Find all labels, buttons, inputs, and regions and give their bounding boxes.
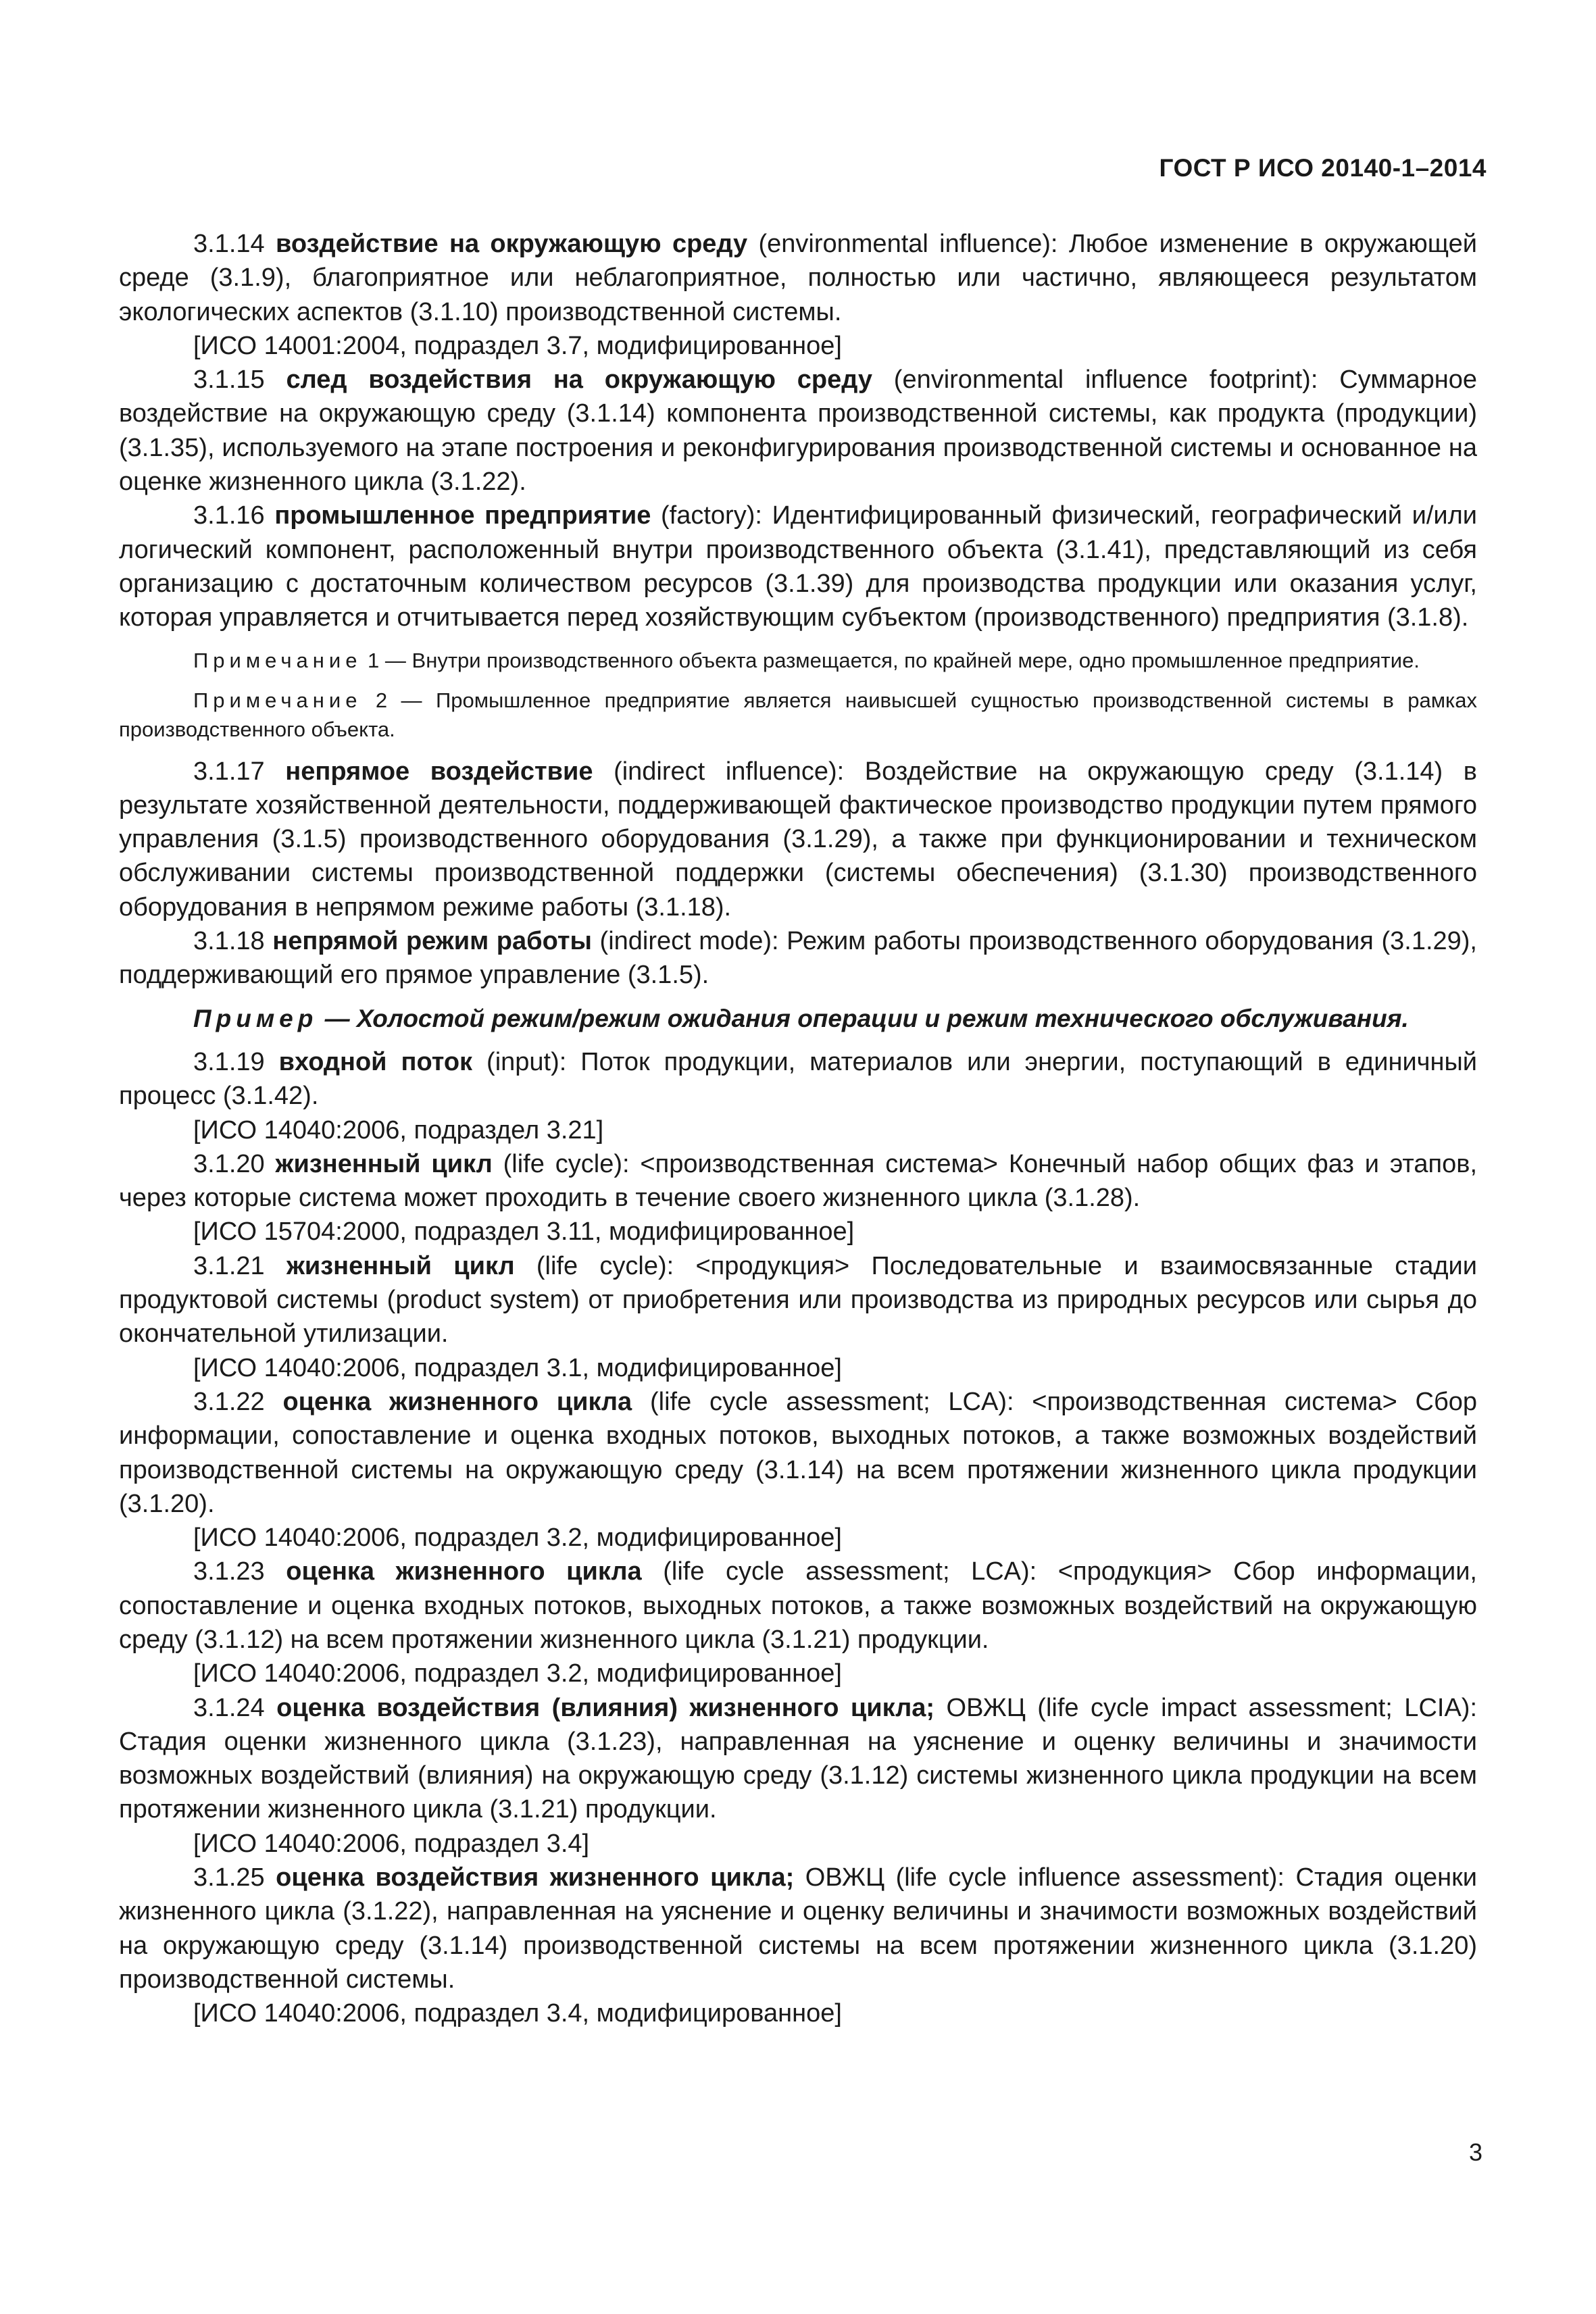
term-3-1-17: 3.1.17 непрямое воздействие (indirect influence): Воздействие на окружающую среду (3.1.14) в результате хозяйственной деятельности, поддерживающей фактическое производство продукции путем прямого управления (3.1.5) производственного оборудования (3.1.29), а также при функционировании и техническом обслуживании системы производственной поддержки (системы обеспечения) (3.1.30) производственного оборудования в непрямом режиме работы (3.1.18). bbox=[119, 757, 1477, 922]
source-reference: [ИСО 14040:2006, подраздел 3.1, модифицированное] bbox=[193, 1353, 842, 1382]
term-3-1-23: 3.1.23 оценка жизненного цикла (life cycle assessment; LCA): <продукция> Сбор информации, сопоставление и оценка входных потоков, выходных потоков, а также возможных воздействий на окружающую среду (3.1.12) на всем протяжении жизненного цикла (3.1.21) продукции. bbox=[119, 1557, 1477, 1654]
document-body bbox=[119, 227, 1477, 2031]
term-3-1-24: 3.1.24 оценка воздействия (влияния) жизненного цикла; ОВЖЦ (life cycle impact assessment; LCIA): Стадия оценки жизненного цикла (3.1.23), направленная на уяснение и оценку величины и значимости возможных воздействий (влияния) на окружающую среду (3.1.12) системы жизненного цикла продукции на всем протяжении жизненного цикла (3.1.21) продукции. bbox=[119, 1693, 1477, 1824]
note-2: Примечание 2 — Промышленное предприятие является наивысшей сущностью производственной системы в рамках производственного объекта. bbox=[119, 688, 1477, 741]
source-reference: [ИСО 14001:2004, подраздел 3.7, модифицированное] bbox=[193, 331, 842, 360]
term-3-1-18: 3.1.18 непрямой режим работы (indirect mode): Режим работы производственного оборудования (3.1.29), поддерживающий его прямое управление (3.1.5). bbox=[119, 927, 1477, 990]
term-3-1-20: 3.1.20 жизненный цикл (life cycle): <производственная система> Конечный набор общих фаз и этапов, через которые система может проходить в течение своего жизненного цикла (3.1.28). bbox=[119, 1149, 1477, 1213]
term-3-1-15: 3.1.15 след воздействия на окружающую среду (environmental influence footprint): Суммарное воздействие на окружающую среду (3.1.14) компонента производственной системы, как продукта (продукции) (3.1.35), используемого на этапе построения и реконфигурирования производственной системы и основанное на оценке жизненного цикла (3.1.22). bbox=[119, 366, 1477, 497]
term-3-1-22: 3.1.22 оценка жизненного цикла (life cycle assessment; LCA): <производственная система> Сбор информации, сопоставление и оценка входных потоков, выходных потоков, а также возможных воздействий производственной системы на окружающую среду (3.1.14) на всем протяжении жизненного цикла продукции (3.1.20). bbox=[119, 1387, 1478, 1518]
source-reference: [ИСО 14040:2006, подраздел 3.4] bbox=[193, 1829, 590, 1858]
document-code-header: ГОСТ Р ИСО 20140-1–2014 bbox=[1159, 154, 1487, 182]
term-3-1-19: 3.1.19 входной поток (input): Поток продукции, материалов или энергии, поступающий в единичный процесс (3.1.42). bbox=[119, 1047, 1477, 1111]
source-reference: [ИСО 14040:2006, подраздел 3.4, модифицированное] bbox=[193, 1999, 842, 2028]
source-reference: [ИСО 14040:2006, подраздел 3.2, модифицированное] bbox=[193, 1524, 842, 1553]
term-3-1-16: 3.1.16 промышленное предприятие (factory): Идентифицированный физический, географический и/или логический компонент, расположенный внутри производственного объекта (3.1.41), представляющий из себя организацию с достаточным количеством ресурсов (3.1.39) для производства продукции или оказания услуг, которая управляется и отчитывается перед хозяйствующим субъектом (производственного) предприятия (3.1.8). bbox=[119, 501, 1478, 632]
term-3-1-21: 3.1.21 жизненный цикл (life cycle): <продукция> Последовательные и взаимосвязанные стадии продуктовой системы (product system) от приобретения или производства из природных ресурсов или сырья до окончательной утилизации. bbox=[119, 1251, 1477, 1349]
source-reference: [ИСО 15704:2000, подраздел 3.11, модифицированное] bbox=[193, 1217, 855, 1247]
example-note: Пример — Холостой режим/режим ожидания операции и режим технического обслуживания. bbox=[193, 1004, 1409, 1032]
source-reference: [ИСО 14040:2006, подраздел 3.21] bbox=[193, 1115, 604, 1145]
term-3-1-25: 3.1.25 оценка воздействия жизненного цикла; ОВЖЦ (life cycle influence assessment): Стадия оценки жизненного цикла (3.1.22), направленная на уяснение и оценку величины и значимости возможных воздействий на окружающую среду (3.1.14) производственной системы на всем протяжении жизненного цикла (3.1.20) производственной системы. bbox=[119, 1863, 1477, 1994]
page-number: 3 bbox=[1468, 2138, 1482, 2166]
term-3-1-14: 3.1.14 воздействие на окружающую среду (environmental influence): Любое изменение в окружающей среде (3.1.9), благоприятное или неблагоприятное, полностью или частично, являющееся результатом экологических аспектов (3.1.10) производственной системы. bbox=[119, 230, 1478, 326]
source-reference: [ИСО 14040:2006, подраздел 3.2, модифицированное] bbox=[193, 1659, 842, 1688]
note-1: Примечание 1 — Внутри производственного объекта размещается, по крайней мере, одно промышленное предприятие. bbox=[193, 648, 1420, 672]
